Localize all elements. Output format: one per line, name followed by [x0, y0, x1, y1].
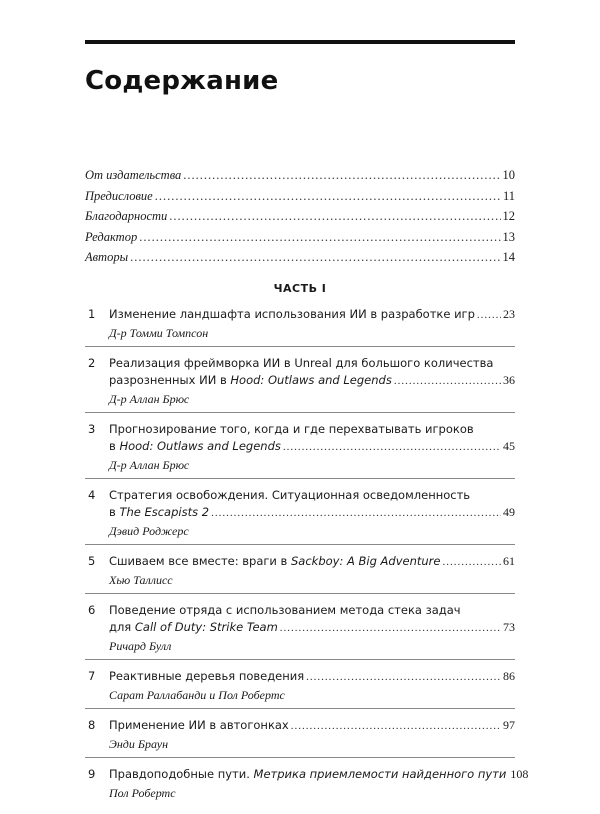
- chapter-entry[interactable]: [85, 487, 515, 545]
- chapter-entry[interactable]: [85, 421, 515, 479]
- chapter-entry[interactable]: [85, 553, 515, 594]
- chapter-number: 5: [88, 554, 96, 568]
- page-number: 97: [503, 718, 515, 732]
- chapter-number: 6: [88, 603, 96, 617]
- dot-leader: [477, 307, 501, 324]
- toc-entry-label: Авторы: [85, 250, 129, 264]
- chapter-entry[interactable]: [85, 355, 515, 413]
- page-number: 108: [510, 767, 529, 781]
- game-title: Sackboy: A Big Adventure: [290, 554, 441, 568]
- page-number: 23: [503, 307, 515, 321]
- chapter-title: Поведение отряда с использованием метода стека задач: [109, 603, 461, 617]
- chapter-title: Прогнозирование того, когда и где перехватывать игроков: [109, 422, 474, 436]
- chapter-author: Энди Браун: [109, 737, 169, 751]
- chapter-title: Сшиваем все вместе: враги в: [109, 554, 291, 568]
- toc-entry[interactable]: [85, 168, 515, 189]
- chapter-entry[interactable]: [85, 717, 515, 758]
- chapter-author: Д-р Аллан Брюс: [109, 392, 190, 406]
- chapter-title: в: [109, 505, 120, 519]
- page-number: 14: [502, 250, 515, 264]
- game-title: Hood: Outlaws and Legends: [119, 439, 281, 453]
- chapter-title-line: [109, 619, 515, 637]
- dot-leader: [155, 189, 501, 204]
- chapter-entry[interactable]: [85, 602, 515, 660]
- chapter-title: Реактивные деревья поведения: [109, 669, 305, 683]
- chapter-title-line: [109, 717, 515, 735]
- toc-entry[interactable]: [85, 189, 515, 210]
- chapter-title-line: [109, 372, 515, 390]
- chapter-title: в: [109, 439, 120, 453]
- toc-entry[interactable]: [85, 230, 515, 251]
- chapter-title-line: [109, 487, 515, 504]
- dot-leader: [291, 718, 501, 735]
- chapter-subtitle: Метрика приемлемости найденного пути: [253, 767, 507, 781]
- chapter-number: 7: [88, 669, 96, 683]
- chapter-entry[interactable]: [85, 306, 515, 347]
- front-matter-list: [85, 168, 515, 271]
- page-number: 49: [503, 505, 515, 519]
- game-title: Call of Duty: Strike Team: [134, 620, 278, 634]
- dot-leader: [442, 554, 501, 571]
- chapter-title: Реализация фреймворка ИИ в Unreal для большого количества: [109, 356, 494, 370]
- page-number: 73: [503, 620, 515, 634]
- chapter-title-line: [109, 421, 515, 438]
- game-title: Hood: Outlaws and Legends: [230, 373, 392, 387]
- dot-leader: [283, 439, 501, 456]
- chapter-title-line: [109, 355, 515, 372]
- toc-entry[interactable]: [85, 209, 515, 230]
- chapter-number: 2: [88, 356, 96, 370]
- chapter-entry[interactable]: [85, 766, 529, 806]
- chapter-author: Дэвид Роджерс: [109, 524, 189, 538]
- chapter-author: Сарат Раллабанди и Пол Робертс: [109, 688, 285, 702]
- chapter-number: 1: [88, 307, 96, 321]
- page-number: 12: [502, 209, 515, 223]
- dot-leader: [139, 230, 500, 245]
- chapter-number: 9: [88, 767, 96, 781]
- page-number: 61: [503, 554, 515, 568]
- chapter-title-line: [109, 602, 515, 619]
- dot-leader: [211, 505, 501, 522]
- game-title: The Escapists 2: [119, 505, 210, 519]
- chapter-author: Пол Робертс: [109, 786, 176, 800]
- page-number: 10: [502, 168, 515, 182]
- chapter-title-line: [109, 766, 529, 784]
- page-number: 11: [502, 188, 515, 203]
- part-heading: ЧАСТЬ I: [273, 282, 327, 295]
- chapter-number: 8: [88, 718, 96, 732]
- chapter-title-line: [109, 306, 515, 324]
- dot-leader: [183, 168, 500, 183]
- dot-leader: [280, 620, 501, 637]
- chapter-title: разрозненных ИИ в: [109, 373, 231, 387]
- chapter-title: для: [109, 620, 135, 634]
- dot-leader: [394, 373, 501, 390]
- toc-entry[interactable]: [85, 250, 515, 271]
- page-number: 45: [503, 439, 515, 453]
- page-number: 13: [502, 229, 515, 244]
- chapter-author: Д-р Томми Томпсон: [109, 326, 209, 340]
- chapter-title: Стратегия освобождения. Ситуационная осведомленность: [109, 488, 471, 502]
- chapter-number: 4: [88, 488, 96, 502]
- chapter-author: Ричард Булл: [109, 639, 172, 653]
- top-rule: [85, 40, 515, 44]
- page-title: Содержание: [85, 66, 279, 96]
- chapter-author: Д-р Аллан Брюс: [109, 458, 190, 472]
- dot-leader: [306, 669, 501, 686]
- toc-entry-label: Редактор: [85, 229, 138, 244]
- chapter-title: Правдоподобные пути.: [109, 767, 254, 781]
- chapter-author: Хью Таллисс: [109, 573, 173, 587]
- chapter-number: 3: [88, 422, 96, 436]
- chapter-title-line: [109, 668, 515, 686]
- chapter-title: Изменение ландшафта использования ИИ в разработке игр: [109, 307, 475, 321]
- chapter-title-line: [109, 438, 515, 456]
- toc-entry-label: От издательства: [85, 168, 182, 182]
- page-number: 86: [503, 669, 515, 683]
- chapter-list: [85, 306, 529, 814]
- chapter-title-line: [109, 553, 515, 571]
- dot-leader: [169, 209, 500, 224]
- toc-entry-label: Предисловие: [85, 188, 153, 203]
- chapter-title: Применение ИИ в автогонках: [109, 718, 289, 732]
- chapter-title-line: [109, 504, 515, 522]
- chapter-entry[interactable]: [85, 668, 515, 709]
- toc-entry-label: Благодарности: [85, 209, 168, 223]
- dot-leader: [130, 250, 500, 265]
- page-number: 36: [503, 373, 515, 387]
